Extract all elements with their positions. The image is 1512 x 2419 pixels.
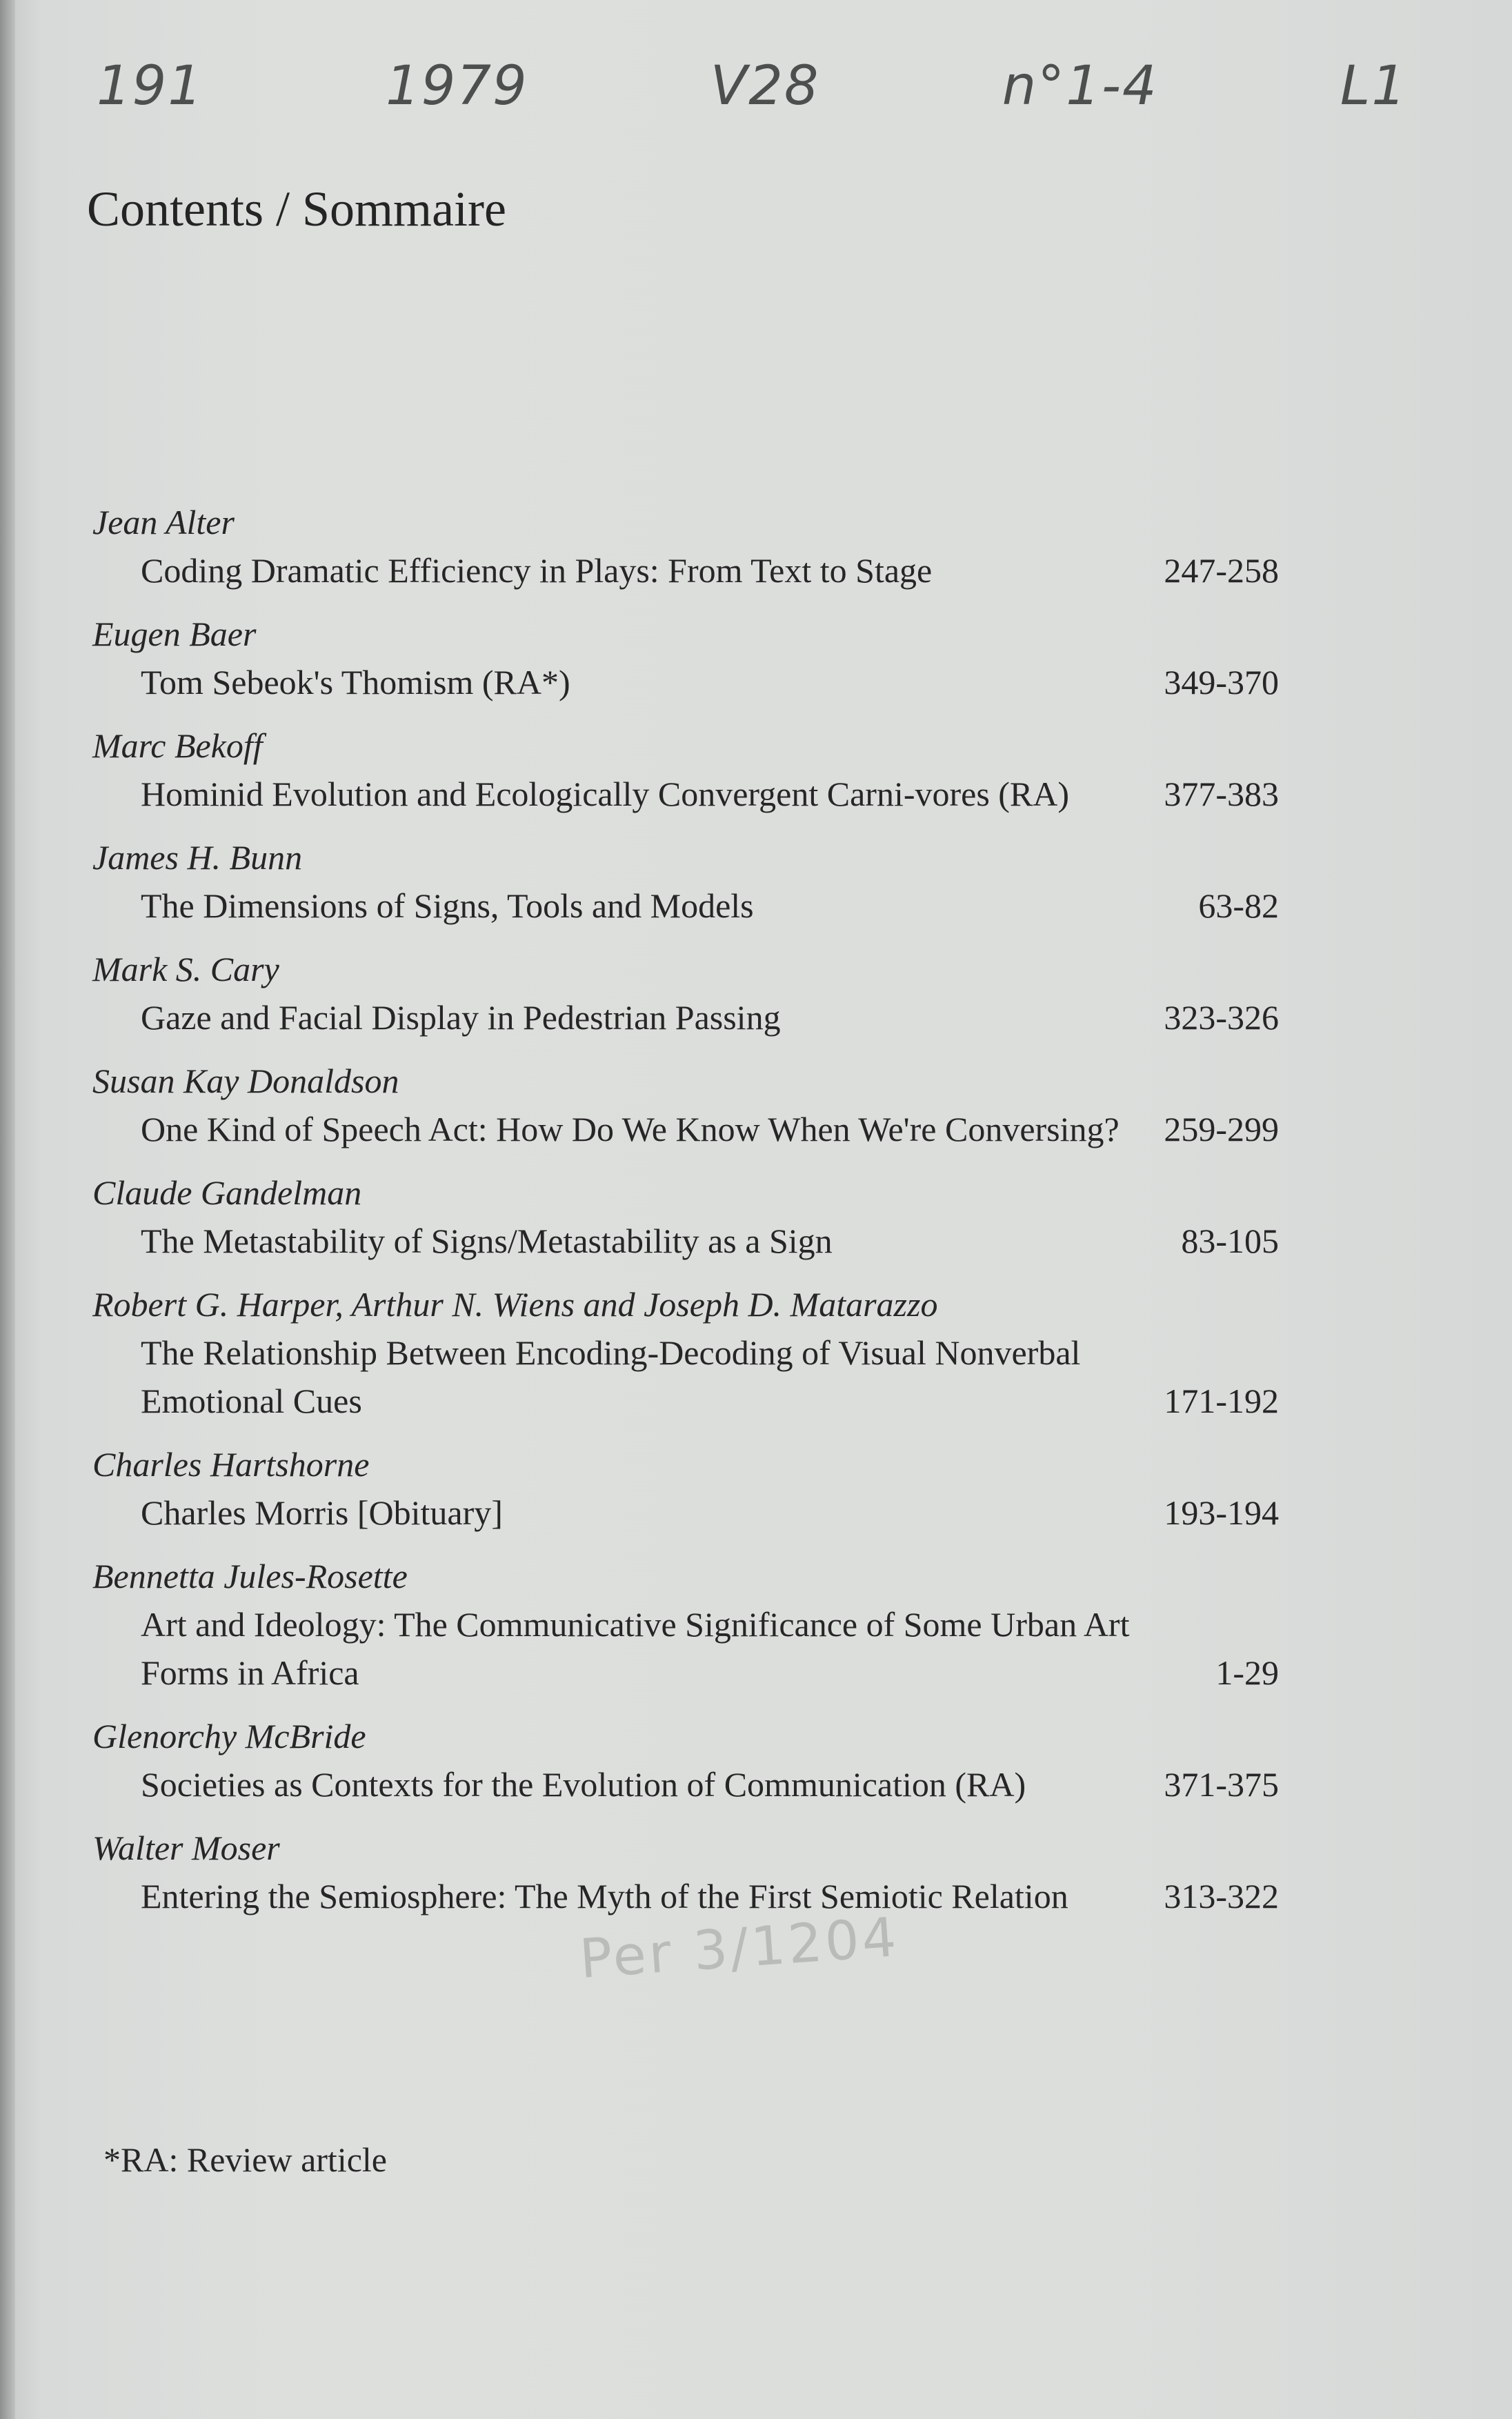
entry-article [92, 882, 1279, 930]
entry-author: Marc Bekoff [92, 726, 263, 765]
handwritten-notes [97, 55, 1407, 117]
entry-title: Gaze and Facial Display in Pedestrian Passing [141, 998, 781, 1037]
entry-article [92, 1872, 1279, 1920]
page-edge-shadow [0, 0, 15, 2419]
page-title: Contents / Sommaire [87, 181, 506, 237]
entry-pages: 171-192 [1164, 1382, 1279, 1420]
handwritten-note: 1979 [386, 55, 528, 117]
handwritten-note: 191 [97, 55, 203, 117]
entry-pages: 63-82 [1198, 886, 1279, 925]
entry-title: The Dimensions of Signs, Tools and Models [141, 886, 754, 925]
handwritten-note: L1 [1340, 55, 1407, 117]
entry-title: Entering the Semiosphere: The Myth of the First Semiotic Relation [141, 1877, 1068, 1915]
list-item [92, 945, 1279, 1042]
list-item [92, 833, 1279, 930]
entry-pages: 1-29 [1215, 1653, 1279, 1692]
entry-article [92, 1760, 1279, 1809]
contents-list [92, 498, 1279, 1935]
list-item [92, 1280, 1279, 1425]
handwritten-note: n°1-4 [1002, 55, 1158, 117]
library-stamp: Per 3/1204 [577, 1906, 902, 1991]
entry-pages: 349-370 [1164, 663, 1279, 701]
entry-author: Eugen Baer [92, 615, 257, 653]
entry-author: Glenorchy McBride [92, 1717, 366, 1755]
entry-author: Susan Kay Donaldson [92, 1062, 399, 1100]
entry-author: James H. Bunn [92, 838, 303, 877]
entry-article [92, 1489, 1279, 1537]
entry-pages: 193-194 [1164, 1493, 1279, 1532]
entry-pages: 323-326 [1164, 998, 1279, 1037]
entry-article [92, 993, 1279, 1042]
list-item [92, 721, 1279, 818]
entry-title: Societies as Contexts for the Evolution of Communication (RA) [141, 1765, 1026, 1804]
entry-author: Mark S. Cary [92, 950, 279, 988]
entry-article [92, 1105, 1279, 1153]
entry-article [92, 770, 1279, 818]
entry-author: Claude Gandelman [92, 1173, 362, 1212]
entry-title: The Relationship Between Encoding-Decoding of Visual Nonverbal Emotional Cues [141, 1333, 1081, 1420]
entry-author: Charles Hartshorne [92, 1445, 370, 1484]
entry-pages: 259-299 [1164, 1110, 1279, 1148]
entry-title: Charles Morris [Obituary] [141, 1493, 503, 1532]
entry-pages: 313-322 [1164, 1877, 1279, 1915]
entry-title: Art and Ideology: The Communicative Significance of Some Urban Art Forms in Africa [141, 1605, 1130, 1692]
entry-pages: 377-383 [1164, 775, 1279, 813]
entry-title: Tom Sebeok's Thomism (RA*) [141, 663, 570, 701]
list-item [92, 498, 1279, 595]
list-item [92, 1824, 1279, 1920]
entry-author: Jean Alter [92, 503, 235, 541]
entry-pages: 83-105 [1181, 1222, 1279, 1260]
list-item [92, 1440, 1279, 1537]
list-item [92, 610, 1279, 706]
entry-article [92, 1328, 1279, 1425]
entry-author: Robert G. Harper, Arthur N. Wiens and Joseph D. Matarazzo [92, 1285, 938, 1324]
entry-title: One Kind of Speech Act: How Do We Know When We're Conversing? [141, 1110, 1120, 1148]
entry-author: Bennetta Jules-Rosette [92, 1557, 408, 1595]
entry-article [92, 658, 1279, 706]
handwritten-note: V28 [710, 55, 820, 117]
list-item [92, 1712, 1279, 1809]
entry-pages: 371-375 [1164, 1765, 1279, 1804]
entry-author: Walter Moser [92, 1829, 280, 1867]
entry-title: Hominid Evolution and Ecologically Convergent Carni-vores (RA) [141, 775, 1070, 813]
entry-article [92, 546, 1279, 595]
entry-title: The Metastability of Signs/Metastability as a Sign [141, 1222, 833, 1260]
entry-pages: 247-258 [1164, 551, 1279, 590]
list-item [92, 1552, 1279, 1697]
entry-title: Coding Dramatic Efficiency in Plays: From Text to Stage [141, 551, 933, 590]
list-item [92, 1168, 1279, 1265]
entry-article [92, 1217, 1279, 1265]
entry-article [92, 1600, 1279, 1697]
list-item [92, 1057, 1279, 1153]
footnote: *RA: Review article [103, 2140, 387, 2179]
